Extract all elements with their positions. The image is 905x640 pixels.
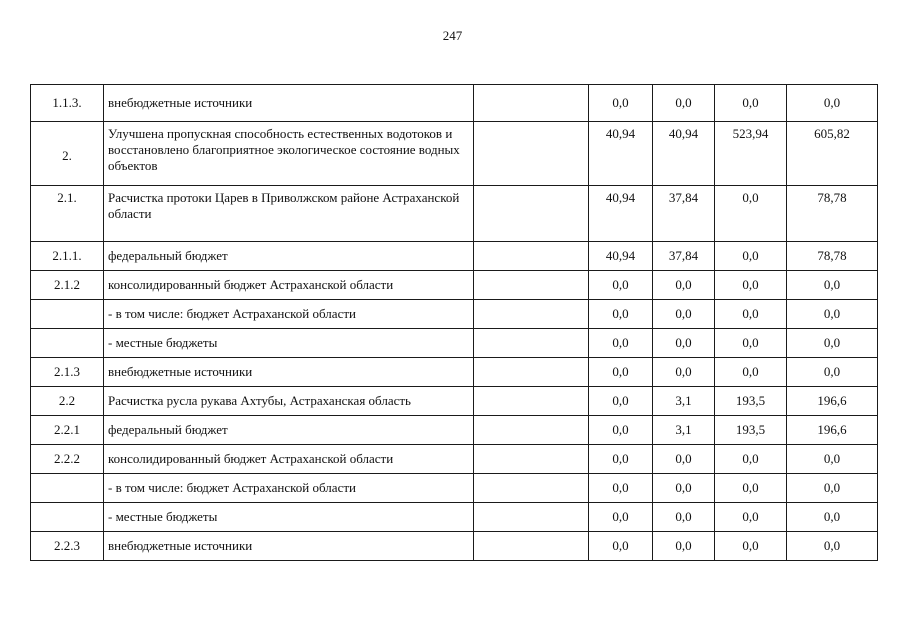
table-row	[31, 85, 878, 122]
empty-cell	[474, 271, 589, 300]
row-number	[31, 300, 104, 329]
table-row	[31, 387, 878, 416]
value-cell: 0,0	[653, 532, 715, 561]
value-cell: 0,0	[589, 503, 653, 532]
table-row	[31, 358, 878, 387]
row-number	[31, 329, 104, 358]
value-cell: 37,84	[653, 242, 715, 271]
value-cell: 0,0	[589, 358, 653, 387]
row-number: 2.	[31, 122, 104, 186]
value-cell: 40,94	[589, 122, 653, 186]
empty-cell	[474, 387, 589, 416]
empty-cell	[474, 122, 589, 186]
value-cell: 0,0	[589, 387, 653, 416]
value-cell: 0,0	[787, 85, 878, 122]
empty-cell	[474, 358, 589, 387]
value-cell: 193,5	[715, 387, 787, 416]
row-number: 2.1.1.	[31, 242, 104, 271]
row-name: Расчистка русла рукава Ахтубы, Астраханская область	[104, 387, 474, 416]
value-cell: 0,0	[653, 300, 715, 329]
table-row	[31, 445, 878, 474]
row-number: 2.2.2	[31, 445, 104, 474]
table-row	[31, 122, 878, 186]
value-cell: 0,0	[589, 416, 653, 445]
value-cell: 78,78	[787, 242, 878, 271]
value-cell: 0,0	[589, 474, 653, 503]
value-cell: 0,0	[715, 532, 787, 561]
value-cell: 0,0	[653, 271, 715, 300]
empty-cell	[474, 445, 589, 474]
row-number: 2.2.1	[31, 416, 104, 445]
value-cell: 40,94	[589, 186, 653, 242]
value-cell: 0,0	[787, 474, 878, 503]
value-cell: 0,0	[715, 474, 787, 503]
table-row	[31, 186, 878, 242]
row-name: Расчистка протоки Царев в Приволжском районе Астраханской области	[104, 186, 474, 242]
value-cell: 193,5	[715, 416, 787, 445]
row-name: консолидированный бюджет Астраханской области	[104, 271, 474, 300]
empty-cell	[474, 503, 589, 532]
value-cell: 196,6	[787, 387, 878, 416]
row-name: - в том числе: бюджет Астраханской области	[104, 474, 474, 503]
row-number: 2.1.3	[31, 358, 104, 387]
value-cell: 0,0	[715, 186, 787, 242]
row-number: 2.2.3	[31, 532, 104, 561]
row-number	[31, 503, 104, 532]
value-cell: 0,0	[787, 445, 878, 474]
value-cell: 0,0	[787, 532, 878, 561]
table-row	[31, 416, 878, 445]
table-row	[31, 532, 878, 561]
table-row	[31, 242, 878, 271]
empty-cell	[474, 474, 589, 503]
value-cell: 0,0	[589, 85, 653, 122]
row-number	[31, 474, 104, 503]
value-cell: 0,0	[589, 329, 653, 358]
value-cell: 0,0	[715, 358, 787, 387]
value-cell: 0,0	[715, 300, 787, 329]
budget-table	[30, 84, 878, 561]
value-cell: 0,0	[653, 329, 715, 358]
value-cell: 0,0	[715, 271, 787, 300]
value-cell: 605,82	[787, 122, 878, 186]
value-cell: 0,0	[653, 85, 715, 122]
value-cell: 78,78	[787, 186, 878, 242]
table-row	[31, 300, 878, 329]
table-row	[31, 329, 878, 358]
value-cell: 0,0	[787, 358, 878, 387]
value-cell: 0,0	[715, 242, 787, 271]
table-row	[31, 474, 878, 503]
row-number: 2.1.	[31, 186, 104, 242]
value-cell: 0,0	[589, 532, 653, 561]
value-cell: 0,0	[787, 300, 878, 329]
value-cell: 3,1	[653, 387, 715, 416]
value-cell: 196,6	[787, 416, 878, 445]
row-name: внебюджетные источники	[104, 358, 474, 387]
empty-cell	[474, 329, 589, 358]
value-cell: 0,0	[715, 503, 787, 532]
value-cell: 0,0	[715, 329, 787, 358]
empty-cell	[474, 416, 589, 445]
value-cell: 0,0	[589, 445, 653, 474]
value-cell: 0,0	[589, 271, 653, 300]
page-number: 247	[442, 28, 463, 43]
row-name: - в том числе: бюджет Астраханской области	[104, 300, 474, 329]
row-name: - местные бюджеты	[104, 503, 474, 532]
value-cell: 523,94	[715, 122, 787, 186]
row-name: федеральный бюджет	[104, 416, 474, 445]
row-number: 2.1.2	[31, 271, 104, 300]
value-cell: 0,0	[653, 358, 715, 387]
value-cell: 0,0	[715, 85, 787, 122]
row-name: Улучшена пропускная способность естественных водотоков и восстановлено благоприятное экологическое состояние водных объектов	[104, 122, 474, 186]
empty-cell	[474, 186, 589, 242]
value-cell: 0,0	[653, 445, 715, 474]
value-cell: 0,0	[787, 271, 878, 300]
table-row	[31, 503, 878, 532]
row-number: 2.2	[31, 387, 104, 416]
row-name: федеральный бюджет	[104, 242, 474, 271]
value-cell: 0,0	[653, 503, 715, 532]
row-name: внебюджетные источники	[104, 532, 474, 561]
empty-cell	[474, 300, 589, 329]
value-cell: 3,1	[653, 416, 715, 445]
value-cell: 0,0	[787, 329, 878, 358]
row-name: консолидированный бюджет Астраханской области	[104, 445, 474, 474]
value-cell: 0,0	[715, 445, 787, 474]
value-cell: 40,94	[653, 122, 715, 186]
empty-cell	[474, 85, 589, 122]
value-cell: 37,84	[653, 186, 715, 242]
row-name: внебюджетные источники	[104, 85, 474, 122]
value-cell: 40,94	[589, 242, 653, 271]
value-cell: 0,0	[589, 300, 653, 329]
empty-cell	[474, 242, 589, 271]
table-row	[31, 271, 878, 300]
empty-cell	[474, 532, 589, 561]
row-number: 1.1.3.	[31, 85, 104, 122]
value-cell: 0,0	[787, 503, 878, 532]
row-name: - местные бюджеты	[104, 329, 474, 358]
value-cell: 0,0	[653, 474, 715, 503]
